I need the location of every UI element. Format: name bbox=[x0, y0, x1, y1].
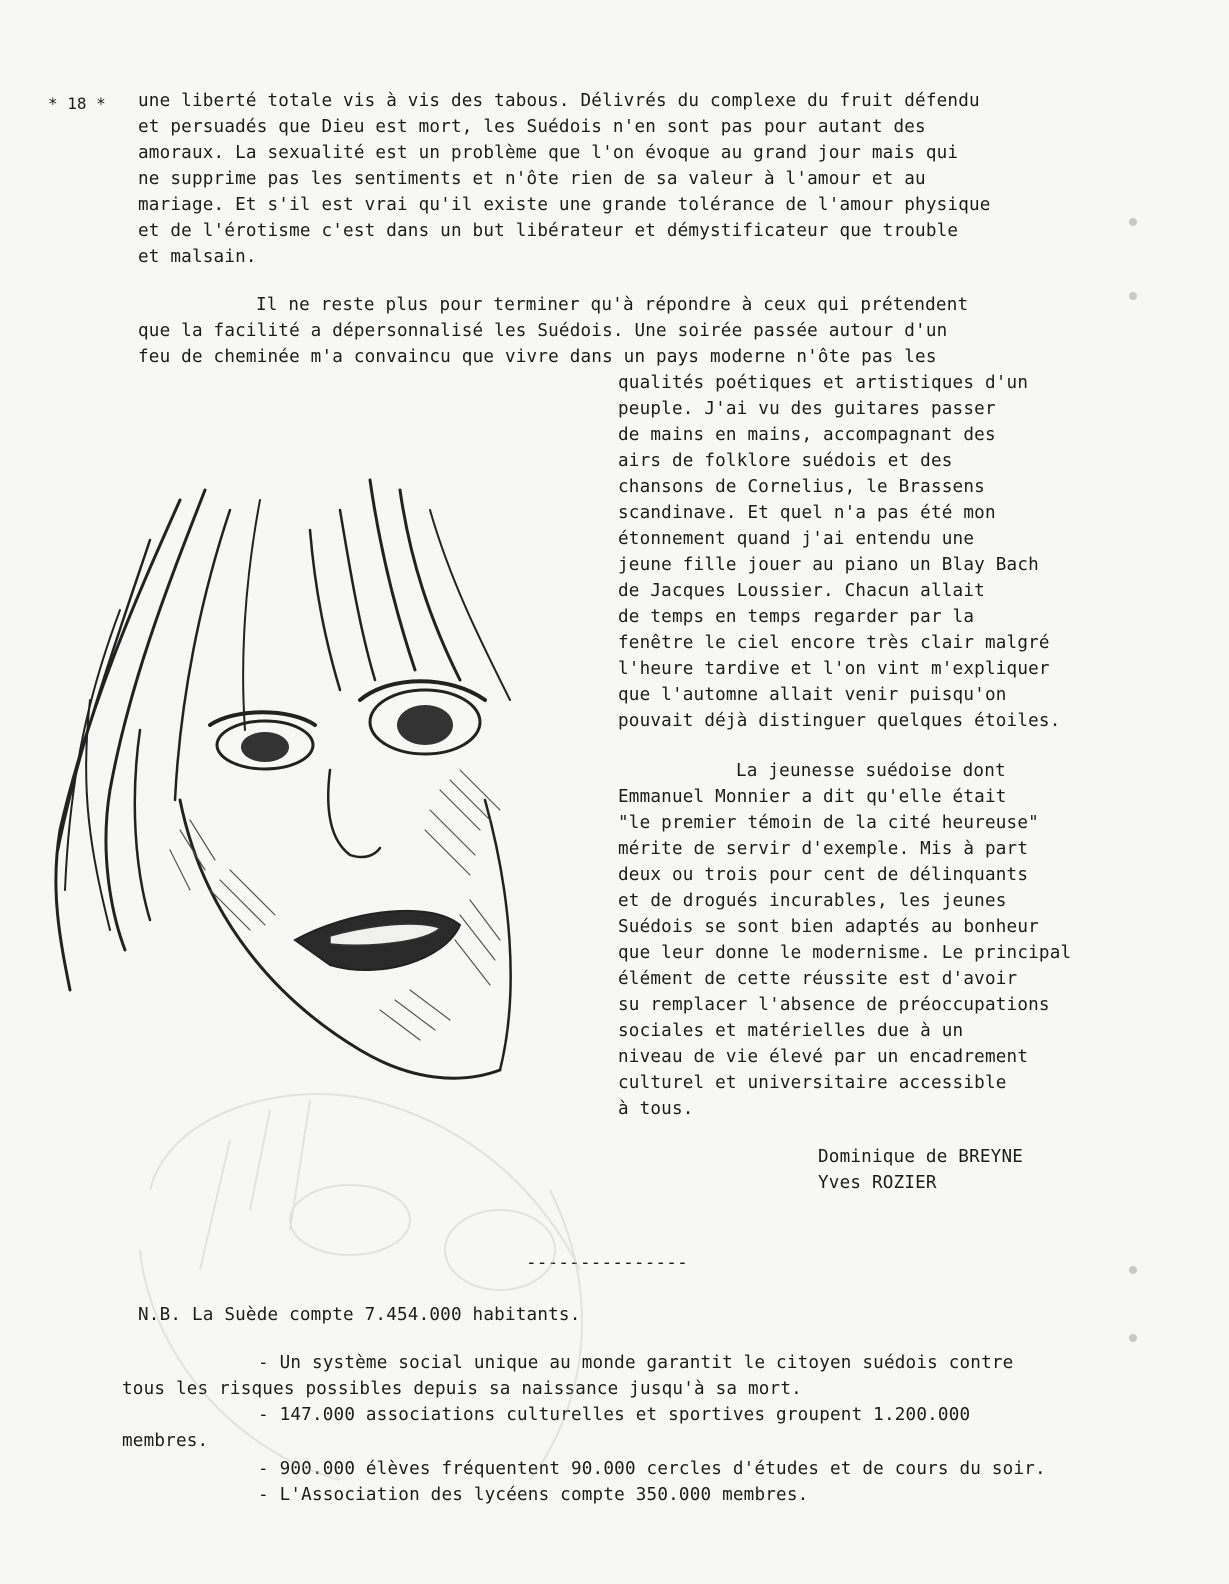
text-line: l'heure tardive et l'on vint m'expliquer bbox=[618, 659, 1050, 679]
text-line: ne supprime pas les sentiments et n'ôte rien de sa valeur à l'amour et au bbox=[138, 169, 926, 189]
text-line: La jeunesse suédoise dont bbox=[736, 761, 1006, 781]
separator-line: --------------- bbox=[526, 1253, 688, 1273]
text-line: deux ou trois pour cent de délinquants bbox=[618, 865, 1029, 885]
author-name: Dominique de BREYNE bbox=[818, 1147, 1024, 1167]
text-line: et malsain. bbox=[138, 247, 257, 267]
text-line: peuple. J'ai vu des guitares passer bbox=[618, 399, 996, 419]
text-line: culturel et universitaire accessible bbox=[618, 1073, 1007, 1093]
punch-hole bbox=[1129, 1334, 1137, 1342]
text-line: et de l'érotisme c'est dans un but libérateur et démystificateur que trouble bbox=[138, 221, 959, 241]
text-line: que l'automne allait venir puisqu'on bbox=[618, 685, 1007, 705]
nb-intro: N.B. La Suède compte 7.454.000 habitants. bbox=[138, 1305, 581, 1325]
text-line: feu de cheminée m'a convaincu que vivre dans un pays moderne n'ôte pas les bbox=[138, 347, 937, 367]
text-line: de temps en temps regarder par la bbox=[618, 607, 975, 627]
text-line: de mains en mains, accompagnant des bbox=[618, 425, 996, 445]
text-line: Suédois se sont bien adaptés au bonheur bbox=[618, 917, 1039, 937]
author-name: Yves ROZIER bbox=[818, 1173, 937, 1193]
text-line: que la facilité a dépersonnalisé les Suédois. Une soirée passée autour d'un bbox=[138, 321, 948, 341]
text-line: scandinave. Et quel n'a pas été mon bbox=[618, 503, 996, 523]
text-line: élément de cette réussite est d'avoir bbox=[618, 969, 1018, 989]
text-line: "le premier témoin de la cité heureuse" bbox=[618, 813, 1039, 833]
text-line: su remplacer l'absence de préoccupations bbox=[618, 995, 1050, 1015]
text-line: fenêtre le ciel encore très clair malgré bbox=[618, 633, 1050, 653]
text-line: à tous. bbox=[618, 1099, 694, 1119]
text-line: chansons de Cornelius, le Brassens bbox=[618, 477, 985, 497]
nb-line: tous les risques possibles depuis sa naissance jusqu'à sa mort. bbox=[122, 1379, 802, 1399]
bleed-through-illustration bbox=[110, 1070, 630, 1490]
text-line: mariage. Et s'il est vrai qu'il existe une grande tolérance de l'amour physique bbox=[138, 195, 991, 215]
punch-hole bbox=[1129, 292, 1137, 300]
page-number: * 18 * bbox=[48, 94, 106, 113]
text-line: airs de folklore suédois et des bbox=[618, 451, 953, 471]
text-line: amoraux. La sexualité est un problème que l'on évoque au grand jour mais qui bbox=[138, 143, 959, 163]
nb-line: - 900.000 élèves fréquentent 90.000 cercles d'études et de cours du soir. bbox=[258, 1459, 1046, 1479]
nb-line: membres. bbox=[122, 1431, 209, 1451]
nb-line: - Un système social unique au monde garantit le citoyen suédois contre bbox=[258, 1353, 1014, 1373]
text-line: sociales et matérielles due à un bbox=[618, 1021, 964, 1041]
text-line: pouvait déjà distinguer quelques étoiles. bbox=[618, 711, 1061, 731]
text-line: étonnement quand j'ai entendu une bbox=[618, 529, 975, 549]
text-line: mérite de servir d'exemple. Mis à part bbox=[618, 839, 1029, 859]
portrait-illustration bbox=[30, 470, 590, 1130]
text-line: niveau de vie élevé par un encadrement bbox=[618, 1047, 1029, 1067]
text-line: Il ne reste plus pour terminer qu'à répondre à ceux qui prétendent bbox=[256, 295, 969, 315]
text-line: qualités poétiques et artistiques d'un bbox=[618, 373, 1029, 393]
text-line: une liberté totale vis à vis des tabous. Délivrés du complexe du fruit défendu bbox=[138, 91, 980, 111]
punch-hole bbox=[1129, 218, 1137, 226]
punch-hole bbox=[1129, 1266, 1137, 1274]
text-line: que leur donne le modernisme. Le principal bbox=[618, 943, 1072, 963]
nb-line: - 147.000 associations culturelles et sportives groupent 1.200.000 bbox=[258, 1405, 971, 1425]
nb-line: - L'Association des lycéens compte 350.000 membres. bbox=[258, 1485, 809, 1505]
text-line: et de drogués incurables, les jeunes bbox=[618, 891, 1007, 911]
text-line: jeune fille jouer au piano un Blay Bach bbox=[618, 555, 1039, 575]
text-line: Emmanuel Monnier a dit qu'elle était bbox=[618, 787, 1007, 807]
text-line: de Jacques Loussier. Chacun allait bbox=[618, 581, 985, 601]
text-line: et persuadés que Dieu est mort, les Suédois n'en sont pas pour autant des bbox=[138, 117, 926, 137]
